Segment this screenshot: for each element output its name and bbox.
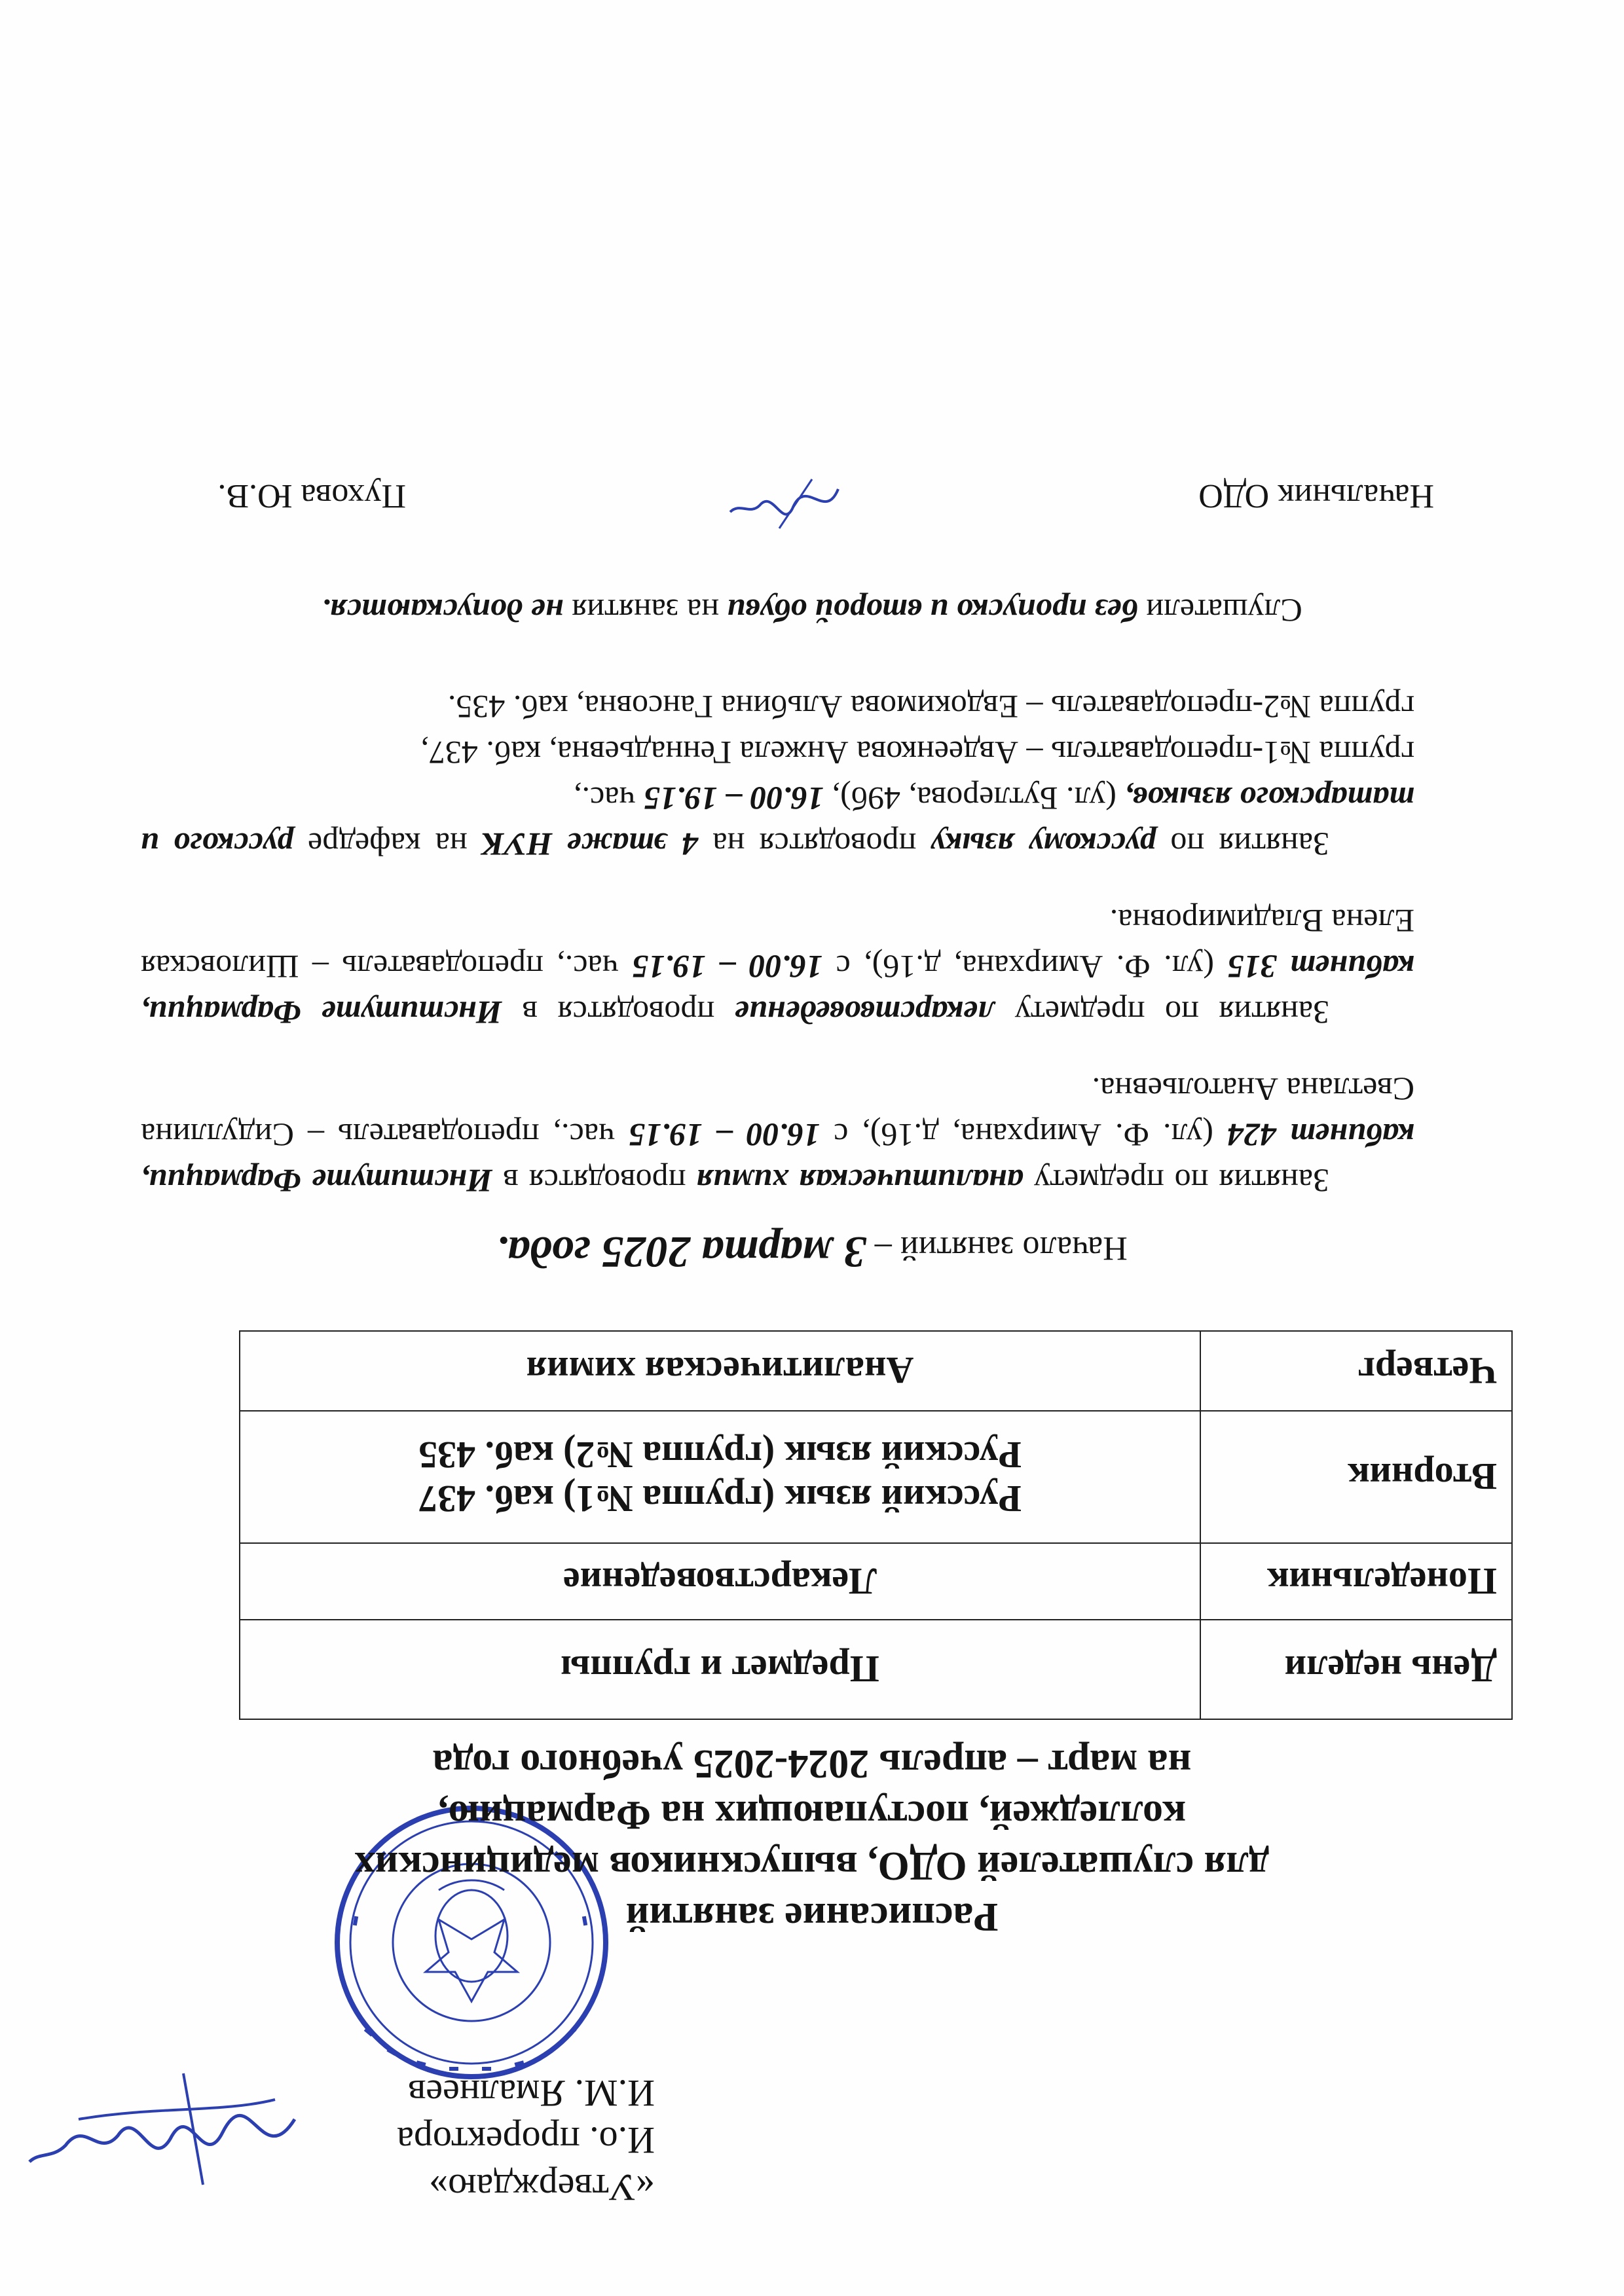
paragraph-text: Занятия по предмету	[994, 994, 1329, 1031]
paragraph-text: Занятия по предмету	[1023, 1163, 1329, 1199]
paragraph-text: проводятся в	[502, 994, 735, 1031]
note-emphasis: не допускаются.	[322, 592, 564, 629]
subject-line: Русский язык (группа №2) каб. 435	[418, 1434, 1022, 1476]
paragraph-emphasis: 16.00 – 19.15	[632, 949, 823, 985]
group2-line: группа №2-преподаватель – Евдокимова Альбина Гансовна, каб. 435.	[447, 689, 1414, 725]
approval-name: И.М. Ямалнеев	[407, 2072, 655, 2115]
russian-paragraph	[141, 684, 1414, 867]
director-signature	[26, 2067, 301, 2198]
approval-heading: «Утверждаю»	[429, 2166, 655, 2209]
paragraph-emphasis: Институте Фармации, кабинет 424	[140, 1117, 1414, 1199]
paragraph-emphasis: 16.00 – 19.15	[629, 1117, 821, 1154]
paragraph-text: (ул. Ф. Амирхана, д.16), с	[822, 949, 1228, 985]
paragraph-text: час.,	[574, 780, 644, 817]
attendance-note	[0, 592, 1624, 630]
paragraph-text: проводятся в	[492, 1163, 697, 1199]
row-subject: Лекарствоведение	[240, 1543, 1200, 1620]
table-header-row	[240, 1620, 1512, 1719]
paragraph-text: час., преподаватель – Шиловская Елена Владимировна.	[140, 903, 1414, 985]
document-title	[0, 1738, 1624, 1942]
start-date-line	[0, 1226, 1624, 1278]
title-line-3: колледжей, поступающих на Фармацию,	[438, 1793, 1186, 1837]
row-day: Вторник	[1200, 1411, 1512, 1543]
note-emphasis: без пропуско и второй обуви	[727, 592, 1138, 629]
paragraph-text: на кафедре	[293, 826, 482, 863]
paragraph-emphasis: лекарствоведение	[734, 994, 995, 1031]
paragraph-emphasis: 16.00 – 19.15	[644, 780, 824, 817]
start-label: Начало занятий –	[874, 1230, 1128, 1267]
row-subject: Аналитическая химия	[240, 1331, 1200, 1411]
signer-name: Пухова Ю.В.	[217, 477, 406, 515]
title-line-4: на март – апрель 2024-2025 учебного года	[432, 1741, 1192, 1786]
paragraph-emphasis: аналитическая химия	[696, 1163, 1024, 1199]
note-text: Слушатели	[1137, 592, 1302, 629]
row-day: Четверг	[1200, 1331, 1512, 1411]
approval-position: И.о. проректора	[397, 2119, 655, 2162]
head-signature	[720, 463, 851, 541]
row-subject	[240, 1411, 1200, 1543]
table-row	[240, 1331, 1512, 1411]
chemistry-paragraph	[141, 1066, 1414, 1204]
pharmacology-paragraph	[141, 898, 1414, 1036]
paragraph-emphasis: Институте Фармации, кабинет 315	[140, 949, 1414, 1031]
paragraph-text: Занятия по	[1156, 826, 1329, 863]
header-day: День недели	[1200, 1620, 1512, 1719]
approval-block	[397, 2069, 655, 2211]
paragraph-emphasis: 4 этаже НУК	[481, 826, 699, 863]
signer-position: Начальник ОДО	[1198, 477, 1434, 515]
paragraph-text: (ул. Бутлерова, 49б),	[824, 780, 1125, 817]
row-day: Понедельник	[1200, 1543, 1512, 1620]
table-row	[240, 1543, 1512, 1620]
group1-line: группа №1-преподаватель – Авдеенкова Анжела Геннадьевна, каб. 437,	[420, 735, 1414, 771]
table-row	[240, 1411, 1512, 1543]
title-line-1: Расписание занятий	[625, 1895, 999, 1939]
paragraph-emphasis: русского и татарского языков,	[140, 780, 1414, 863]
paragraph-text: (ул. Ф. Амирхана, д.16), с	[820, 1117, 1227, 1154]
header-subject: Предмет и группы	[240, 1620, 1200, 1719]
schedule-table	[239, 1330, 1513, 1720]
paragraph-text: проводятся на	[698, 826, 931, 863]
subject-line: Русский язык (группа №1) каб. 437	[418, 1478, 1022, 1520]
note-text: на занятия	[563, 592, 728, 629]
start-date: 3 марта 2025 года.	[496, 1228, 866, 1277]
title-line-2: для слушателей ОДО, выпускников медицинских	[354, 1844, 1270, 1888]
paragraph-text: час., преподаватель – Сидуллина Светлана Анатольевна.	[141, 1071, 1414, 1154]
paragraph-emphasis: русскому языку	[931, 826, 1156, 863]
